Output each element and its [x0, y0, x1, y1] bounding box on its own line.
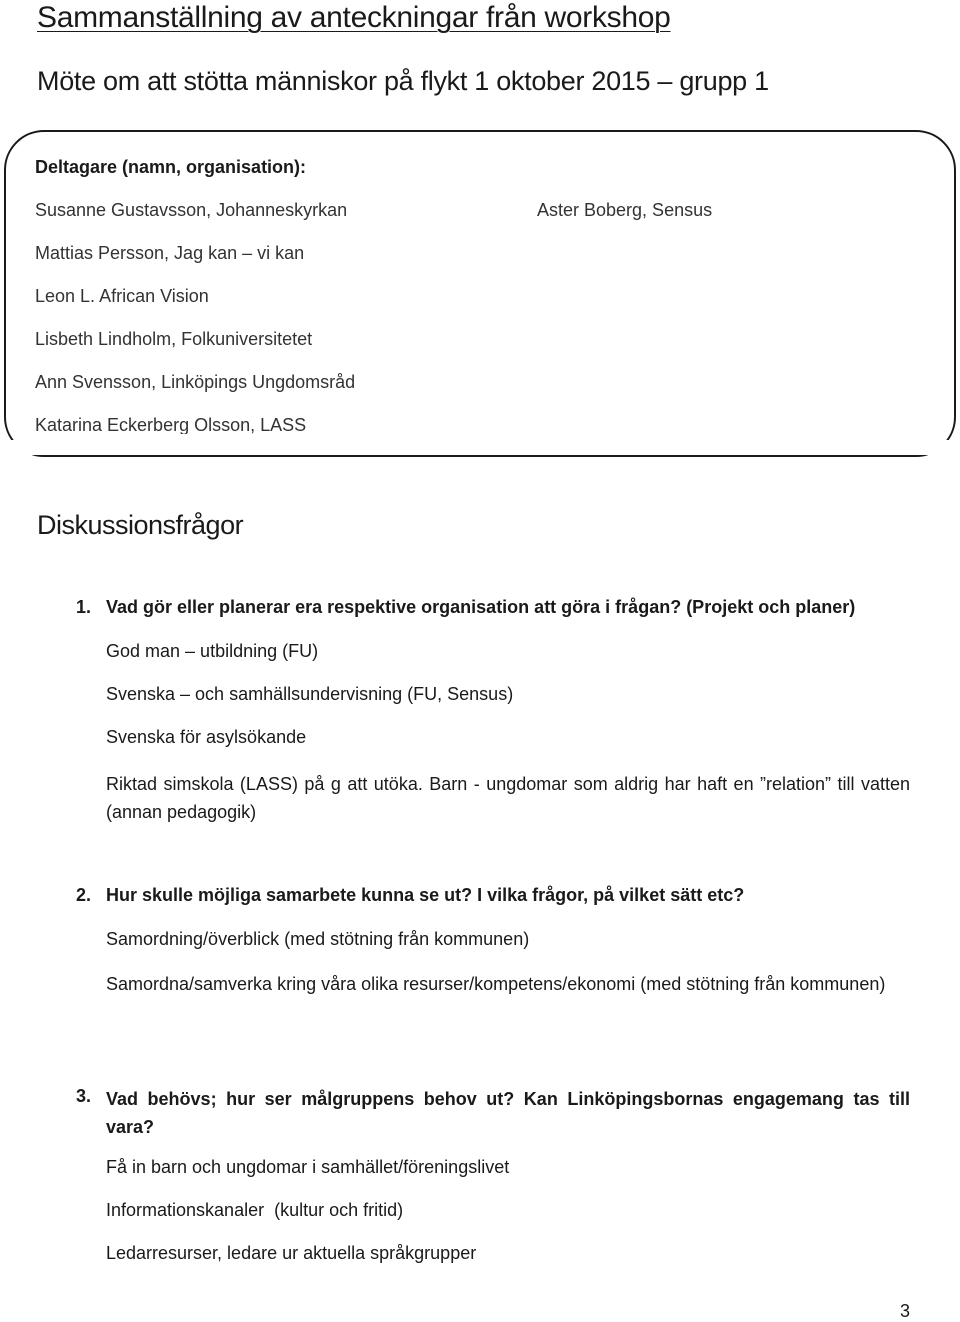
- participant-3: Leon L. African Vision: [35, 286, 209, 306]
- question-1-answer-4: Riktad simskola (LASS) på g att utöka. Barn - ungdomar som aldrig har haft en ”relation” till vatten (annan pedagogik): [106, 774, 910, 822]
- question-1-number: 1.: [76, 597, 92, 617]
- question-2-answer-1: Samordning/överblick (med stötning från kommunen): [106, 929, 530, 949]
- section-title: Diskussionsfrågor: [37, 510, 244, 540]
- question-3-answer-2: Informationskanaler (kultur och fritid): [106, 1200, 404, 1220]
- question-3-answer-3: Ledarresurser, ledare ur aktuella språkgrupper: [106, 1243, 477, 1263]
- participant-5: Ann Svensson, Linköpings Ungdomsråd: [35, 372, 356, 392]
- page-number: 3: [899, 1301, 910, 1321]
- participant-2: Mattias Persson, Jag kan – vi kan: [35, 243, 305, 263]
- question-1-answer-2: Svenska – och samhällsundervisning (FU, Sensus): [106, 684, 514, 704]
- question-1-answer-1: God man – utbildning (FU): [106, 641, 319, 661]
- document-subtitle: Möte om att stötta människor på flykt 1 oktober 2015 – grupp 1: [37, 66, 769, 96]
- participant-4: Lisbeth Lindholm, Folkuniversitetet: [35, 329, 313, 349]
- participants-heading: Deltagare (namn, organisation):: [35, 157, 307, 177]
- question-3-text: Vad behövs; hur ser målgruppens behov ut? Kan Linköpingsbornas engagemang tas till vara?: [106, 1089, 910, 1137]
- participant-6: Katarina Eckerberg Olsson, LASS: [35, 415, 307, 434]
- question-3-number: 3.: [76, 1086, 92, 1106]
- participant-right-1: Aster Boberg, Sensus: [537, 200, 713, 220]
- question-2-number: 2.: [76, 885, 92, 905]
- question-2-text: Hur skulle möjliga samarbete kunna se ut? I vilka frågor, på vilket sätt etc?: [106, 885, 745, 905]
- participants-box-cutoff: [6, 440, 954, 455]
- question-1-text: Vad gör eller planerar era respektive organisation att göra i frågan? (Projekt och planer): [106, 597, 856, 617]
- participant-1: Susanne Gustavsson, Johanneskyrkan: [35, 200, 348, 220]
- question-3-answer-1: Få in barn och ungdomar i samhället/föreningslivet: [106, 1157, 510, 1177]
- question-1-answer-3: Svenska för asylsökande: [106, 727, 307, 747]
- document-title: Sammanställning av anteckningar från workshop: [37, 1, 671, 34]
- question-2-answer-2: Samordna/samverka kring våra olika resurser/kompetens/ekonomi (med stötning från kommunen): [106, 974, 886, 994]
